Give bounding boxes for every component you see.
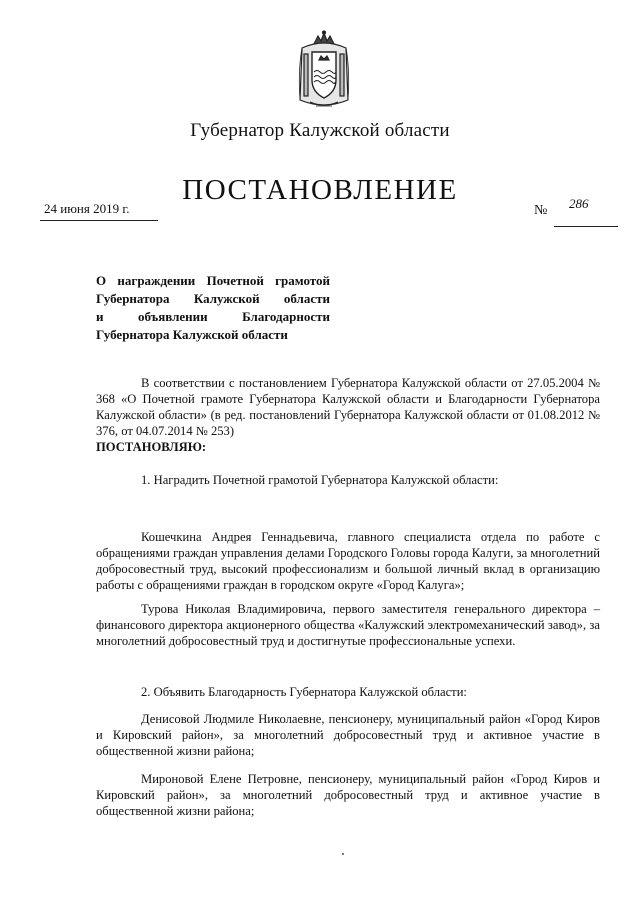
item-2-heading: 2. Объявить Благодарность Губернатора Калужской области: [141, 685, 467, 699]
document-number: 286 [569, 196, 589, 211]
document-type: ПОСТАНОВЛЕНИЕ [182, 174, 458, 206]
document-date: 24 июня 2019 г. [44, 201, 130, 216]
thanks-paragraph: Мироновой Елене Петровне, пенсионеру, муниципальный район «Город Киров и Кировский район», за многолетний добросовестный труд и активное участие в общественной жизни района; [96, 772, 600, 818]
coat-of-arms-icon [292, 30, 356, 112]
preamble-text: В соответствии с постановлением Губернатора Калужской области от 27.05.2004 № 368 «О Почетной грамоте Губернатора Калужской области и Благодарности Губернатора Калужской области» (в ред. постановлений Губернатора Калужской области от 01.08.2012 № 376, от 04.07.2014 № 253) [96, 376, 600, 438]
resolve-word: ПОСТАНОВЛЯЮ: [96, 440, 207, 454]
thanks-paragraph: Денисовой Людмиле Николаевне, пенсионеру, муниципальный район «Город Киров и Кировский район», за многолетний добросовестный труд и активное участие в общественной жизни района; [96, 712, 600, 758]
preamble-paragraph [96, 375, 600, 455]
subject-line: О награждении Почетной грамотой [96, 273, 330, 288]
item-1-heading: 1. Наградить Почетной грамотой Губернатора Калужской области: [141, 473, 499, 487]
scan-speck [342, 853, 344, 855]
subject-line: и объявлении Благодарности [96, 309, 330, 324]
award-paragraph: Турова Николая Владимировича, первого заместителя генерального директора – финансового директора акционерного общества «Калужский электромеханический завод», за многолетний добросовестный труд и достигнутые профессиональные успехи. [96, 602, 600, 648]
subject-line: Губернатора Калужской области [96, 291, 330, 306]
number-underline [554, 226, 618, 227]
number-sign: № [534, 203, 548, 218]
authority-title: Губернатор Калужской области [190, 120, 450, 141]
subject-line: Губернатора Калужской области [96, 327, 288, 342]
document-subject [96, 272, 330, 344]
date-underline [40, 220, 158, 221]
award-paragraph: Кошечкина Андрея Геннадьевича, главного специалиста отдела по работе с обращениями граждан управления делами Городского Головы города Калуги, за многолетний добросовестный труд, высокий профессионализм и большой личный вклад в организацию работы с обращениями граждан в городском округе «Город Калуга»; [96, 530, 600, 592]
